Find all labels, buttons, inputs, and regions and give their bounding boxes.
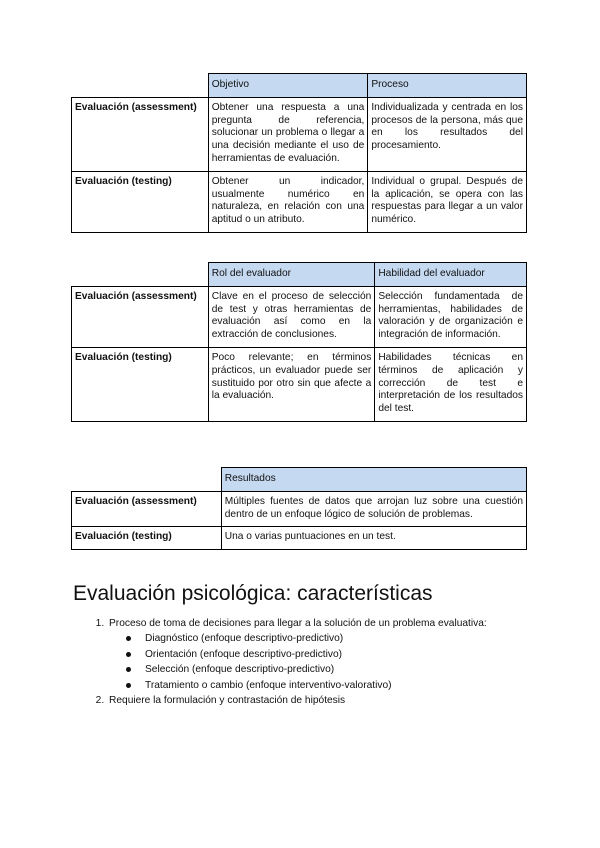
table-row: [72, 491, 527, 527]
table-resultados: [71, 467, 527, 550]
table-row: [72, 171, 527, 232]
column-header-habilidad: Habilidad del evaluador: [375, 263, 527, 287]
table-cell: Individualizada y centrada en los procesos de la persona, más que en los resultados del procesamiento.: [368, 97, 527, 171]
list-item-text: Requiere la formulación y contrastación de hipótesis: [109, 695, 346, 707]
list-item: [107, 693, 567, 708]
list-item: [107, 616, 567, 693]
table-row: [72, 286, 527, 347]
table-cell: Habilidades técnicas en términos de aplicación y corrección de test e interpretación de los resultados del test.: [375, 347, 527, 421]
row-label: Evaluación (assessment): [72, 286, 209, 347]
sub-list: [109, 631, 567, 693]
sub-list-item-text: Diagnóstico (enfoque descriptivo-predictivo): [145, 633, 344, 645]
list-item-text: Proceso de toma de decisiones para llegar a la solución de un problema evaluativa:: [109, 618, 487, 629]
table-cell: Múltiples fuentes de datos que arrojan luz sobre una cuestión dentro de un enfoque lógico de solución de problemas.: [221, 491, 526, 527]
table-row: [72, 347, 527, 421]
table-row: [72, 527, 527, 550]
row-label: Evaluación (assessment): [72, 97, 209, 171]
table-header-row: [72, 74, 527, 98]
sub-list-item: [145, 662, 567, 677]
sub-list-item: [145, 678, 567, 693]
table-cell: Clave en el proceso de selección de test y otras herramientas de evaluación así como en la extracción de conclusiones.: [208, 286, 375, 347]
header-empty-cell: [72, 263, 209, 287]
column-header-objetivo: Objetivo: [208, 74, 368, 98]
sub-list-item-text: Tratamiento o cambio (enfoque interventivo-valorativo): [145, 679, 392, 691]
row-label: Evaluación (assessment): [72, 491, 222, 527]
table-cell: Individual o grupal. Después de la aplicación, se opera con las respuestas para llegar a un valor numérico.: [368, 171, 527, 232]
header-empty-cell: [72, 468, 222, 492]
bullet-icon: [126, 667, 131, 672]
table-header-row: [72, 468, 527, 492]
bullet-icon: [126, 652, 131, 657]
sub-list-item-text: Selección (enfoque descriptivo-predictivo): [145, 664, 335, 676]
table-cell: Obtener una respuesta a una pregunta de referencia, solucionar un problema o llegar a una decisión mediante el uso de herramientas de evaluación.: [208, 97, 368, 171]
bullet-icon: [126, 683, 131, 688]
table-header-row: [72, 263, 527, 287]
table-cell: Selección fundamentada de herramientas, habilidades de valoración y de organización e integración de información.: [375, 286, 527, 347]
table-objetivo-proceso: [71, 73, 527, 233]
table-cell: Una o varias puntuaciones en un test.: [221, 527, 526, 550]
column-header-rol: Rol del evaluador: [208, 263, 375, 287]
bullet-icon: [126, 636, 131, 641]
row-label: Evaluación (testing): [72, 347, 209, 421]
characteristics-list: [73, 616, 567, 708]
sub-list-item: [145, 631, 567, 646]
table-row: [72, 97, 527, 171]
table-cell: Obtener un indicador, usualmente numérico en naturaleza, en relación con una aptitud o un atributo.: [208, 171, 368, 232]
sub-list-item: [145, 647, 567, 662]
row-label: Evaluación (testing): [72, 527, 222, 550]
table-cell: Poco relevante; en términos prácticos, un evaluador puede ser sustituido por otro sin que afecte a la evaluación.: [208, 347, 375, 421]
section-heading: Evaluación psicológica: características: [73, 582, 433, 605]
sub-list-item-text: Orientación (enfoque descriptivo-predictivo): [145, 648, 343, 660]
column-header-resultados: Resultados: [221, 468, 526, 492]
header-empty-cell: [72, 74, 209, 98]
row-label: Evaluación (testing): [72, 171, 209, 232]
column-header-proceso: Proceso: [368, 74, 527, 98]
table-rol-habilidad: [71, 262, 527, 422]
